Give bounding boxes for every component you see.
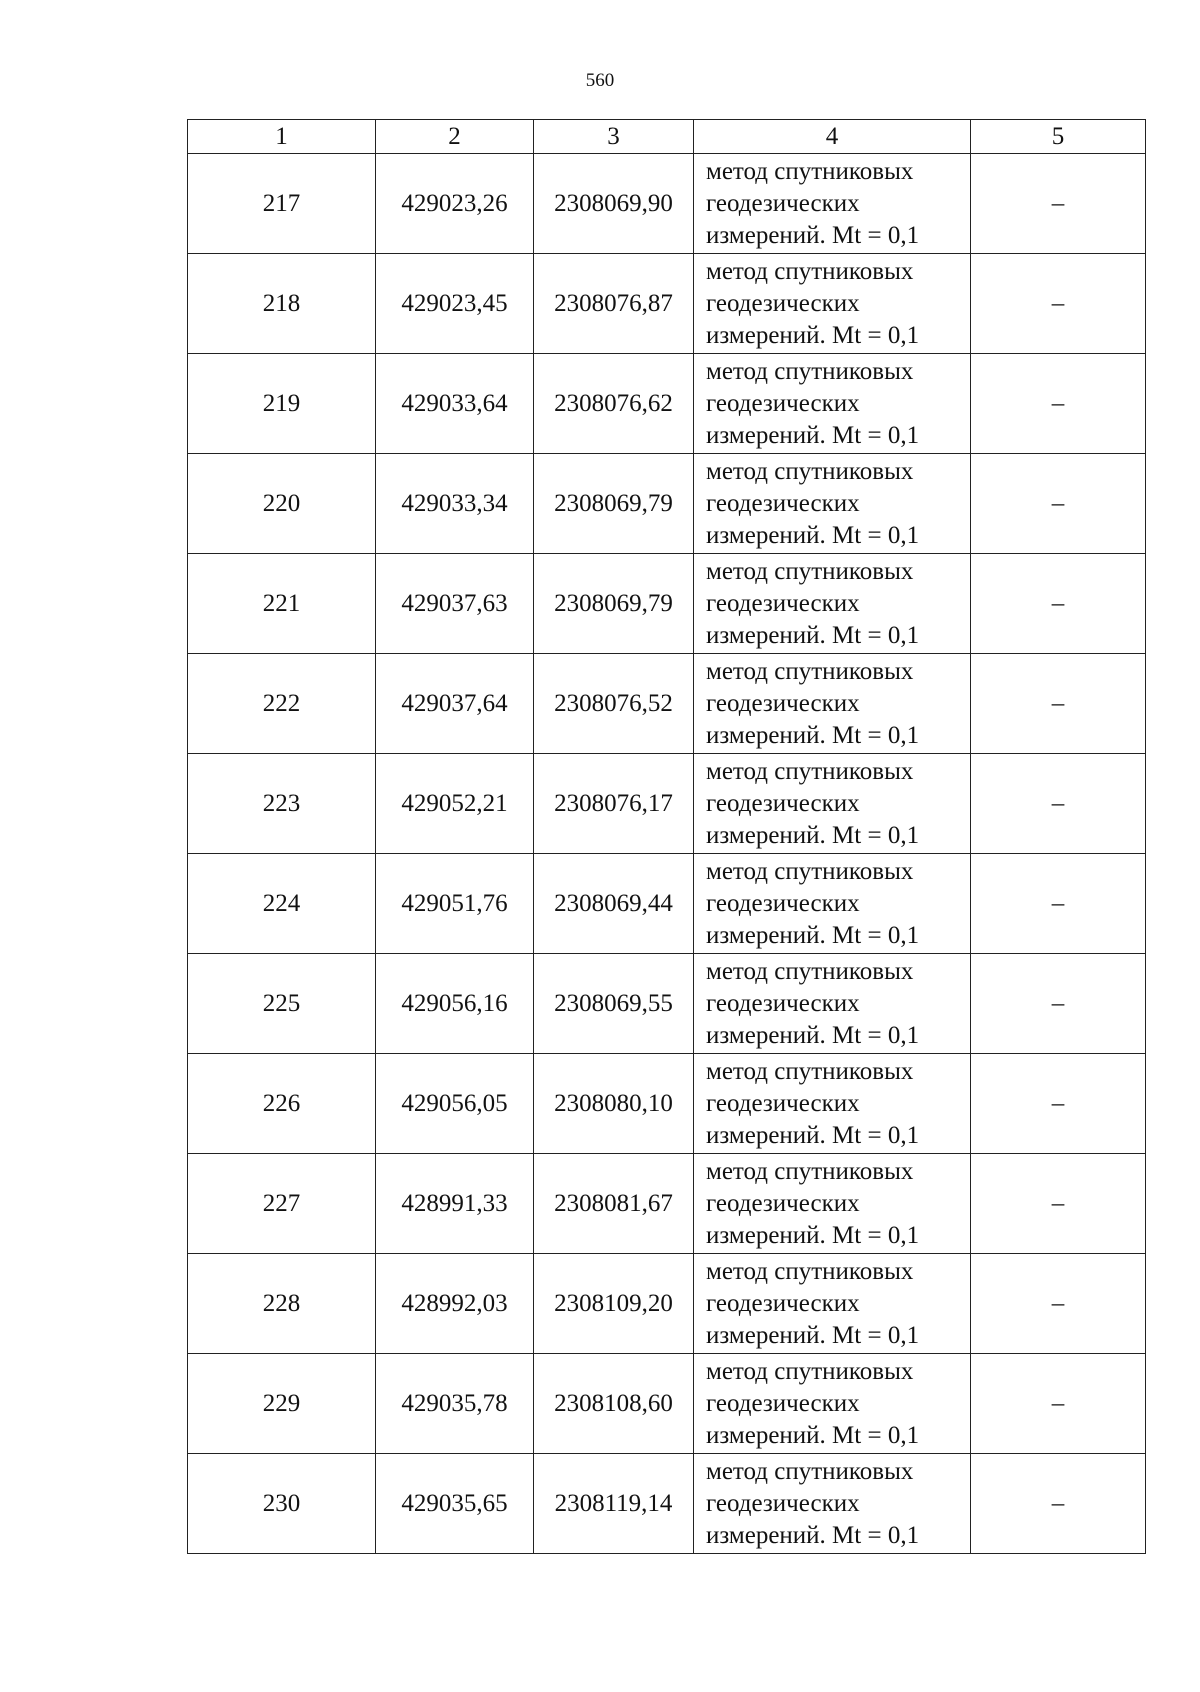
- header-cell-1: 1: [188, 120, 376, 154]
- table-row: [188, 954, 1146, 1054]
- method-text-line: измерений. Mt = 0,1: [706, 1521, 920, 1549]
- table-row: [188, 1454, 1146, 1554]
- method-text-line: измерений. Mt = 0,1: [706, 321, 920, 349]
- note-cell: –: [971, 1354, 1146, 1454]
- method-text-line: измерений. Mt = 0,1: [706, 621, 920, 649]
- table-row: [188, 754, 1146, 854]
- x-coordinate-cell: 428991,33: [376, 1154, 534, 1254]
- table-body: [188, 154, 1146, 1554]
- method-cell: [694, 454, 971, 554]
- method-cell: [694, 1354, 971, 1454]
- method-text-line: геодезических: [706, 789, 860, 817]
- x-coordinate-cell: 429037,63: [376, 554, 534, 654]
- method-text-line: метод спутниковых: [706, 1457, 914, 1485]
- y-coordinate-cell: 2308119,14: [534, 1454, 694, 1554]
- point-number-cell: 225: [188, 954, 376, 1054]
- note-cell: –: [971, 1254, 1146, 1354]
- method-text-line: метод спутниковых: [706, 1157, 914, 1185]
- method-text-line: геодезических: [706, 589, 860, 617]
- method-text-line: измерений. Mt = 0,1: [706, 1021, 920, 1049]
- method-cell: [694, 954, 971, 1054]
- x-coordinate-cell: 428992,03: [376, 1254, 534, 1354]
- method-text-line: геодезических: [706, 489, 860, 517]
- method-text-line: метод спутниковых: [706, 857, 914, 885]
- method-text-line: метод спутниковых: [706, 657, 914, 685]
- method-text-line: метод спутниковых: [706, 257, 914, 285]
- point-number-cell: 223: [188, 754, 376, 854]
- header-cell-4: 4: [694, 120, 971, 154]
- table-row: [188, 654, 1146, 754]
- point-number-cell: 221: [188, 554, 376, 654]
- point-number-cell: 228: [188, 1254, 376, 1354]
- table-row: [188, 854, 1146, 954]
- method-text-line: метод спутниковых: [706, 1057, 914, 1085]
- method-text-line: измерений. Mt = 0,1: [706, 1221, 920, 1249]
- y-coordinate-cell: 2308080,10: [534, 1054, 694, 1154]
- point-number-cell: 230: [188, 1454, 376, 1554]
- x-coordinate-cell: 429051,76: [376, 854, 534, 954]
- table-row: [188, 154, 1146, 254]
- method-cell: [694, 354, 971, 454]
- method-text-line: метод спутниковых: [706, 1257, 914, 1285]
- method-cell: [694, 254, 971, 354]
- note-cell: –: [971, 154, 1146, 254]
- y-coordinate-cell: 2308109,20: [534, 1254, 694, 1354]
- header-cell-5: 5: [971, 120, 1146, 154]
- y-coordinate-cell: 2308076,62: [534, 354, 694, 454]
- y-coordinate-cell: 2308081,67: [534, 1154, 694, 1254]
- y-coordinate-cell: 2308076,52: [534, 654, 694, 754]
- note-cell: –: [971, 854, 1146, 954]
- table-row: [188, 454, 1146, 554]
- y-coordinate-cell: 2308069,79: [534, 554, 694, 654]
- note-cell: –: [971, 454, 1146, 554]
- header-cell-2: 2: [376, 120, 534, 154]
- note-cell: –: [971, 254, 1146, 354]
- method-text-line: геодезических: [706, 1289, 860, 1317]
- method-text-line: геодезических: [706, 289, 860, 317]
- x-coordinate-cell: 429033,34: [376, 454, 534, 554]
- table-row: [188, 554, 1146, 654]
- method-text-line: геодезических: [706, 1189, 860, 1217]
- method-text-line: измерений. Mt = 0,1: [706, 921, 920, 949]
- note-cell: –: [971, 654, 1146, 754]
- x-coordinate-cell: 429037,64: [376, 654, 534, 754]
- x-coordinate-cell: 429023,26: [376, 154, 534, 254]
- method-text-line: метод спутниковых: [706, 357, 914, 385]
- method-text-line: геодезических: [706, 989, 860, 1017]
- method-text-line: метод спутниковых: [706, 557, 914, 585]
- x-coordinate-cell: 429056,05: [376, 1054, 534, 1154]
- method-cell: [694, 1154, 971, 1254]
- point-number-cell: 227: [188, 1154, 376, 1254]
- point-number-cell: 224: [188, 854, 376, 954]
- method-cell: [694, 1454, 971, 1554]
- method-text-line: геодезических: [706, 389, 860, 417]
- header-cell-3: 3: [534, 120, 694, 154]
- method-text-line: геодезических: [706, 1389, 860, 1417]
- method-text-line: метод спутниковых: [706, 457, 914, 485]
- y-coordinate-cell: 2308076,17: [534, 754, 694, 854]
- x-coordinate-cell: 429035,65: [376, 1454, 534, 1554]
- table-row: [188, 354, 1146, 454]
- table-row: [188, 1354, 1146, 1454]
- note-cell: –: [971, 354, 1146, 454]
- y-coordinate-cell: 2308076,87: [534, 254, 694, 354]
- note-cell: –: [971, 1154, 1146, 1254]
- method-cell: [694, 854, 971, 954]
- point-number-cell: 217: [188, 154, 376, 254]
- point-number-cell: 219: [188, 354, 376, 454]
- method-text-line: измерений. Mt = 0,1: [706, 1421, 920, 1449]
- method-text-line: метод спутниковых: [706, 1357, 914, 1385]
- point-number-cell: 222: [188, 654, 376, 754]
- x-coordinate-cell: 429033,64: [376, 354, 534, 454]
- y-coordinate-cell: 2308069,55: [534, 954, 694, 1054]
- table-row: [188, 1254, 1146, 1354]
- y-coordinate-cell: 2308069,79: [534, 454, 694, 554]
- note-cell: –: [971, 954, 1146, 1054]
- table-row: [188, 254, 1146, 354]
- table-header: [188, 120, 1146, 154]
- method-text-line: измерений. Mt = 0,1: [706, 1121, 920, 1149]
- method-text-line: измерений. Mt = 0,1: [706, 721, 920, 749]
- coordinates-table-wrapper: [187, 119, 1145, 1554]
- table-row: [188, 1054, 1146, 1154]
- method-text-line: геодезических: [706, 1089, 860, 1117]
- point-number-cell: 226: [188, 1054, 376, 1154]
- note-cell: –: [971, 1054, 1146, 1154]
- table-row: [188, 1154, 1146, 1254]
- method-text-line: измерений. Mt = 0,1: [706, 1321, 920, 1349]
- method-cell: [694, 754, 971, 854]
- method-text-line: метод спутниковых: [706, 157, 914, 185]
- x-coordinate-cell: 429056,16: [376, 954, 534, 1054]
- method-text-line: измерений. Mt = 0,1: [706, 821, 920, 849]
- note-cell: –: [971, 754, 1146, 854]
- note-cell: –: [971, 554, 1146, 654]
- x-coordinate-cell: 429023,45: [376, 254, 534, 354]
- coordinates-table: [187, 119, 1146, 1554]
- method-text-line: измерений. Mt = 0,1: [706, 521, 920, 549]
- method-cell: [694, 154, 971, 254]
- point-number-cell: 229: [188, 1354, 376, 1454]
- method-text-line: геодезических: [706, 889, 860, 917]
- point-number-cell: 220: [188, 454, 376, 554]
- method-text-line: измерений. Mt = 0,1: [706, 221, 920, 249]
- method-text-line: геодезических: [706, 1489, 860, 1517]
- method-text-line: метод спутниковых: [706, 757, 914, 785]
- method-cell: [694, 1254, 971, 1354]
- header-row: [188, 120, 1146, 154]
- y-coordinate-cell: 2308108,60: [534, 1354, 694, 1454]
- method-cell: [694, 1054, 971, 1154]
- method-text-line: геодезических: [706, 189, 860, 217]
- method-text-line: метод спутниковых: [706, 957, 914, 985]
- method-cell: [694, 554, 971, 654]
- method-text-line: геодезических: [706, 689, 860, 717]
- note-cell: –: [971, 1454, 1146, 1554]
- y-coordinate-cell: 2308069,90: [534, 154, 694, 254]
- x-coordinate-cell: 429035,78: [376, 1354, 534, 1454]
- y-coordinate-cell: 2308069,44: [534, 854, 694, 954]
- point-number-cell: 218: [188, 254, 376, 354]
- x-coordinate-cell: 429052,21: [376, 754, 534, 854]
- method-text-line: измерений. Mt = 0,1: [706, 421, 920, 449]
- method-cell: [694, 654, 971, 754]
- page-number: 560: [585, 70, 615, 91]
